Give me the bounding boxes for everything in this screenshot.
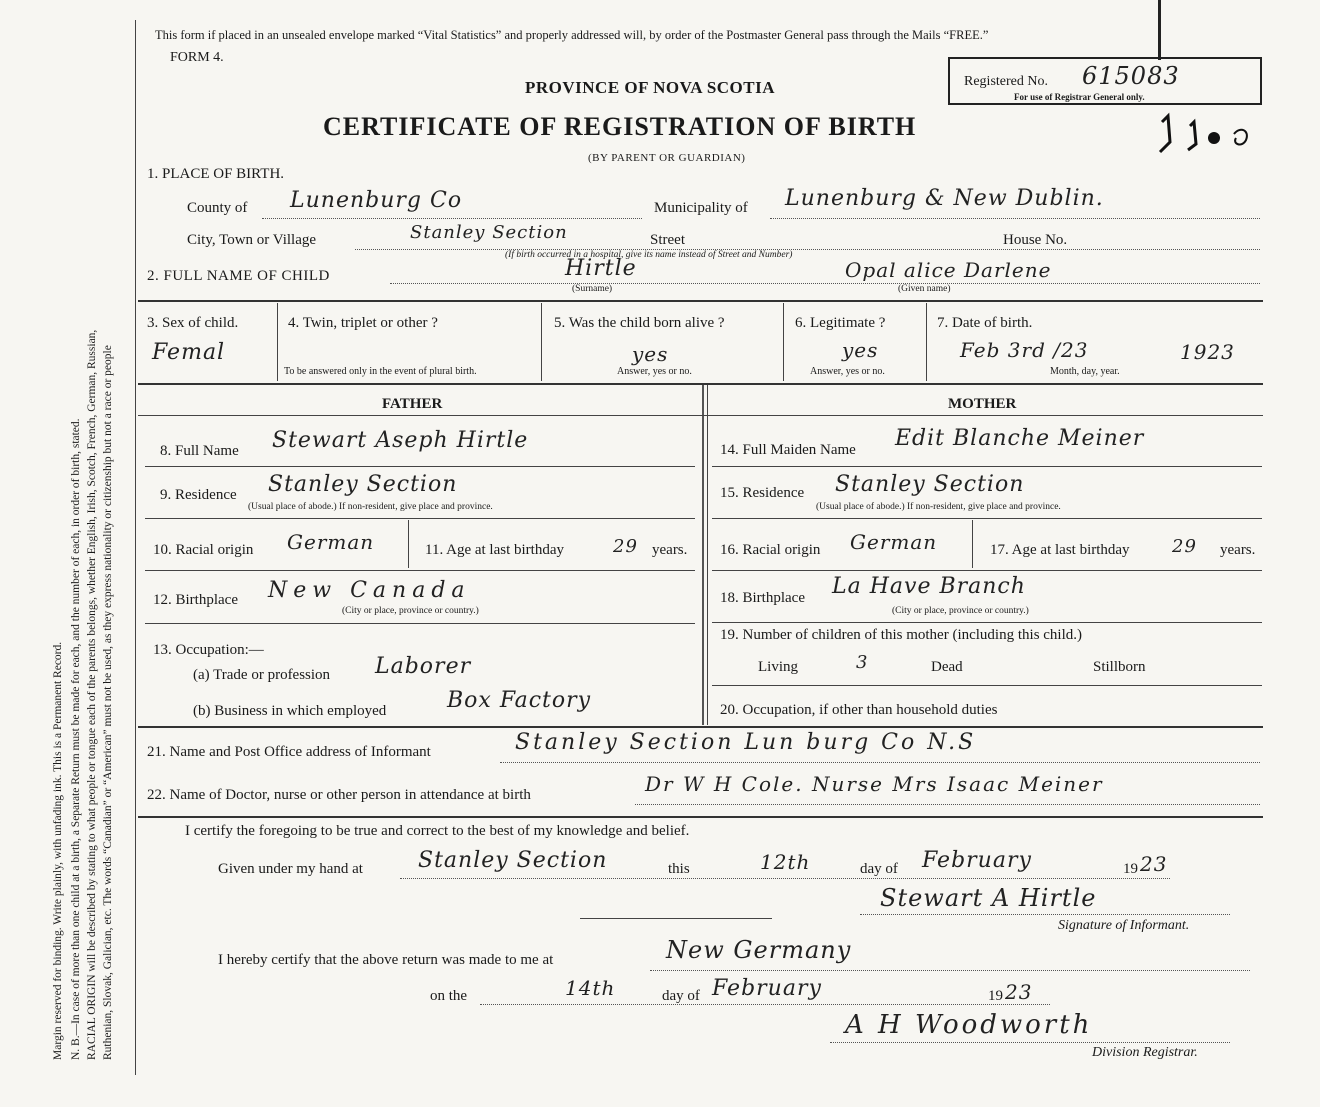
street-label: Street (650, 232, 685, 248)
informant-value: Stanley Section Lun burg Co N.S (515, 730, 977, 755)
date-note: Month, day, year. (1050, 366, 1120, 377)
city-value: Stanley Section (410, 222, 568, 243)
street-note: (If birth occurred in a hospital, give its name instead of Street and Number) (505, 250, 793, 260)
registrar-dayof-label: day of (662, 988, 700, 1004)
mother-stillborn-label: Stillborn (1093, 659, 1146, 675)
divider-col5 (783, 303, 784, 381)
certificate-title: CERTIFICATE OF REGISTRATION OF BIRTH (323, 112, 917, 141)
divider-col6 (926, 303, 927, 381)
registrar-signature-label: Division Registrar. (1092, 1045, 1198, 1060)
certificate-subtitle: (BY PARENT OR GUARDIAN) (588, 152, 746, 164)
registrar-place-value: New Germany (666, 936, 852, 964)
mother-divider-4 (712, 622, 1262, 623)
margin-note-4: Ruthenian, Slovak, Galician, etc. The words “Canadian” or “American” must not be used, as they express nationality or citizenship but not a race or people (102, 345, 114, 1060)
father-name-value: Stewart Aseph Hirtle (272, 428, 529, 453)
mother-birthplace-value: La Have Branch (832, 574, 1026, 599)
father-business-label: (b) Business in which employed (193, 703, 387, 719)
cert-month-value: February (922, 848, 1032, 873)
doctor-label: 22. Name of Doctor, nurse or other person in attendance at birth (147, 787, 531, 803)
mother-age-value: 29 (1172, 536, 1197, 557)
alive-value: yes (632, 342, 669, 366)
informant-sig-line (860, 914, 1230, 916)
municipality-label: Municipality of (654, 200, 748, 216)
father-racial-label: 10. Racial origin (153, 542, 254, 558)
father-divider-1 (145, 466, 695, 467)
mother-racial-label: 16. Racial origin (720, 542, 821, 558)
divider-row3 (138, 383, 1263, 385)
registrar-certify: I hereby certify that the above return was made to me at (218, 952, 554, 968)
mother-residence-value: Stanley Section (835, 472, 1025, 497)
registrar-note: For use of Registrar General only. (1014, 92, 1145, 102)
city-label: City, Town or Village (187, 232, 317, 248)
legit-label: 6. Legitimate ? (795, 315, 886, 331)
mother-divider-2 (712, 518, 1262, 519)
mother-racial-value: German (850, 530, 938, 554)
registrar-month-value: February (712, 976, 822, 1001)
cert-dayof-label: day of (860, 861, 898, 877)
date-value: Feb 3rd /23 (960, 338, 1089, 362)
margin-note-1: Margin reserved for binding. Write plainly, with unfading ink. This is a Permanent Record. (52, 641, 64, 1060)
father-racial-value: German (287, 530, 375, 554)
child-given-name: Opal alice Darlene (845, 258, 1052, 282)
father-residence-note: (Usual place of abode.) If non-resident, give place and province. (248, 502, 493, 512)
date-label: 7. Date of birth. (937, 315, 1033, 331)
father-trade-value: Laborer (375, 654, 472, 679)
registrar-year-prefix: 19 (988, 988, 1003, 1004)
mother-dead-label: Dead (931, 659, 963, 675)
father-divider-2 (145, 518, 695, 519)
mother-heading: MOTHER (948, 396, 1017, 412)
province-heading: PROVINCE OF NOVA SCOTIA (525, 78, 776, 97)
father-divider-3 (145, 570, 695, 571)
divider-parents-bottom (138, 726, 1263, 728)
center-divider (702, 385, 704, 725)
surname-note: (Surname) (572, 284, 613, 294)
margin-note-3: RACIAL ORIGIN will be described by stating to what people or tongue each of the parents belongs, whether English, Irish, Scotch, French, German, Russian, (86, 329, 98, 1060)
father-years: years. (652, 542, 688, 558)
registrar-signature: A H Woodworth (845, 1010, 1093, 1040)
given-under-label: Given under my hand at (218, 861, 363, 877)
registrar-day-value: 14th (565, 976, 616, 1000)
father-age-label: 11. Age at last birthday (425, 542, 564, 558)
mother-children-label: 19. Number of children of this mother (including this child.) (720, 627, 1083, 643)
father-col-divider (408, 520, 409, 568)
municipality-line (770, 218, 1260, 220)
sex-label: 3. Sex of child. (147, 315, 239, 331)
mother-divider-3 (712, 570, 1262, 571)
mother-name-label: 14. Full Maiden Name (720, 442, 856, 458)
mother-residence-label: 15. Residence (720, 485, 805, 501)
given-place-value: Stanley Section (418, 848, 608, 873)
informant-line (500, 762, 1260, 764)
father-birthplace-value: New Canada (268, 578, 471, 603)
county-label: County of (187, 200, 248, 216)
legit-note: Answer, yes or no. (810, 366, 885, 377)
alive-label: 5. Was the child born alive ? (554, 315, 725, 331)
center-divider-2 (707, 385, 708, 725)
father-business-value: Box Factory (447, 688, 592, 713)
cert-year-value: 23 (1140, 852, 1168, 876)
registrar-on-label: on the (430, 988, 468, 1004)
alive-note: Answer, yes or no. (617, 366, 692, 377)
county-line (262, 218, 642, 220)
sex-value: Femal (152, 340, 226, 365)
divider-headings (138, 415, 1263, 416)
cert-year-prefix: 19 (1123, 861, 1138, 877)
father-trade-label: (a) Trade or profession (193, 667, 331, 683)
registered-number: 615083 (1082, 62, 1180, 90)
mother-residence-note: (Usual place of abode.) If non-resident, give place and province. (816, 502, 1061, 512)
mail-notice: This form if placed in an unsealed envelope marked “Vital Statistics” and properly addressed will, by order of the Postmaster General pass through the Mails “FREE.” (155, 28, 989, 42)
house-label: House No. (1003, 232, 1068, 248)
registry-stamp (1150, 112, 1260, 162)
divider-col4 (541, 303, 542, 381)
mother-divider-1 (712, 466, 1262, 467)
mother-living-value: 3 (856, 652, 869, 673)
doctor-value: Dr W H Cole. Nurse Mrs Isaac Meiner (645, 772, 1104, 796)
margin-note-2: N. B.—In case of more than one child at a birth, a Separate Return must be made for each, and the number of each, in order of birth, stated. (70, 418, 82, 1060)
child-name-line (390, 283, 1260, 285)
child-name-label: 2. FULL NAME OF CHILD (147, 268, 330, 284)
cert-day-value: 12th (760, 850, 811, 874)
mother-name-value: Edit Blanche Meiner (895, 426, 1145, 451)
father-name-label: 8. Full Name (160, 443, 239, 459)
father-heading: FATHER (382, 396, 443, 412)
given-note: (Given name) (898, 284, 951, 294)
mother-age-label: 17. Age at last birthday (990, 542, 1130, 558)
form-left-border (135, 20, 136, 1075)
short-divider (580, 918, 772, 919)
divider-row2 (138, 300, 1263, 302)
twin-label: 4. Twin, triplet or other ? (288, 315, 438, 331)
given-line (400, 878, 1170, 880)
ink-stroke (1158, 0, 1161, 60)
registered-label: Registered No. (964, 74, 1048, 89)
father-divider-4 (145, 623, 695, 624)
municipality-value: Lunenburg & New Dublin. (785, 186, 1104, 211)
registrar-place-line (650, 970, 1250, 972)
mother-col-divider (972, 520, 973, 568)
mother-years: years. (1220, 542, 1256, 558)
divider-col3 (277, 303, 278, 381)
certify-text: I certify the foregoing to be true and correct to the best of my knowledge and belief. (185, 823, 690, 839)
city-line (355, 249, 1260, 251)
father-residence-label: 9. Residence (160, 487, 237, 503)
informant-signature: Stewart A Hirtle (880, 884, 1097, 912)
mother-birthplace-label: 18. Birthplace (720, 590, 805, 606)
place-heading: 1. PLACE OF BIRTH. (147, 166, 285, 182)
registrar-year-value: 23 (1005, 980, 1033, 1004)
informant-label: 21. Name and Post Office address of Informant (147, 744, 431, 760)
mother-living-label: Living (758, 659, 798, 675)
doctor-line (635, 804, 1260, 806)
mother-occupation-label: 20. Occupation, if other than household duties (720, 702, 998, 718)
informant-signature-label: Signature of Informant. (1058, 918, 1190, 933)
registrar-date-line (480, 1004, 1050, 1006)
county-value: Lunenburg Co (290, 188, 463, 213)
father-residence-value: Stanley Section (268, 472, 458, 497)
registrar-sig-line (830, 1042, 1230, 1044)
divider-certification (138, 816, 1263, 818)
father-age-value: 29 (613, 536, 638, 557)
year-value: 1923 (1180, 340, 1235, 364)
this-label: this (668, 861, 690, 877)
child-surname: Hirtle (565, 256, 637, 281)
father-occupation-label: 13. Occupation:— (153, 642, 264, 658)
father-birthplace-label: 12. Birthplace (153, 592, 238, 608)
father-birthplace-note: (City or place, province or country.) (342, 606, 479, 616)
twin-note: To be answered only in the event of plural birth. (284, 366, 477, 377)
legit-value: yes (842, 338, 879, 362)
mother-birthplace-note: (City or place, province or country.) (892, 606, 1029, 616)
form-number: FORM 4. (170, 50, 224, 65)
mother-divider-5 (712, 685, 1262, 686)
